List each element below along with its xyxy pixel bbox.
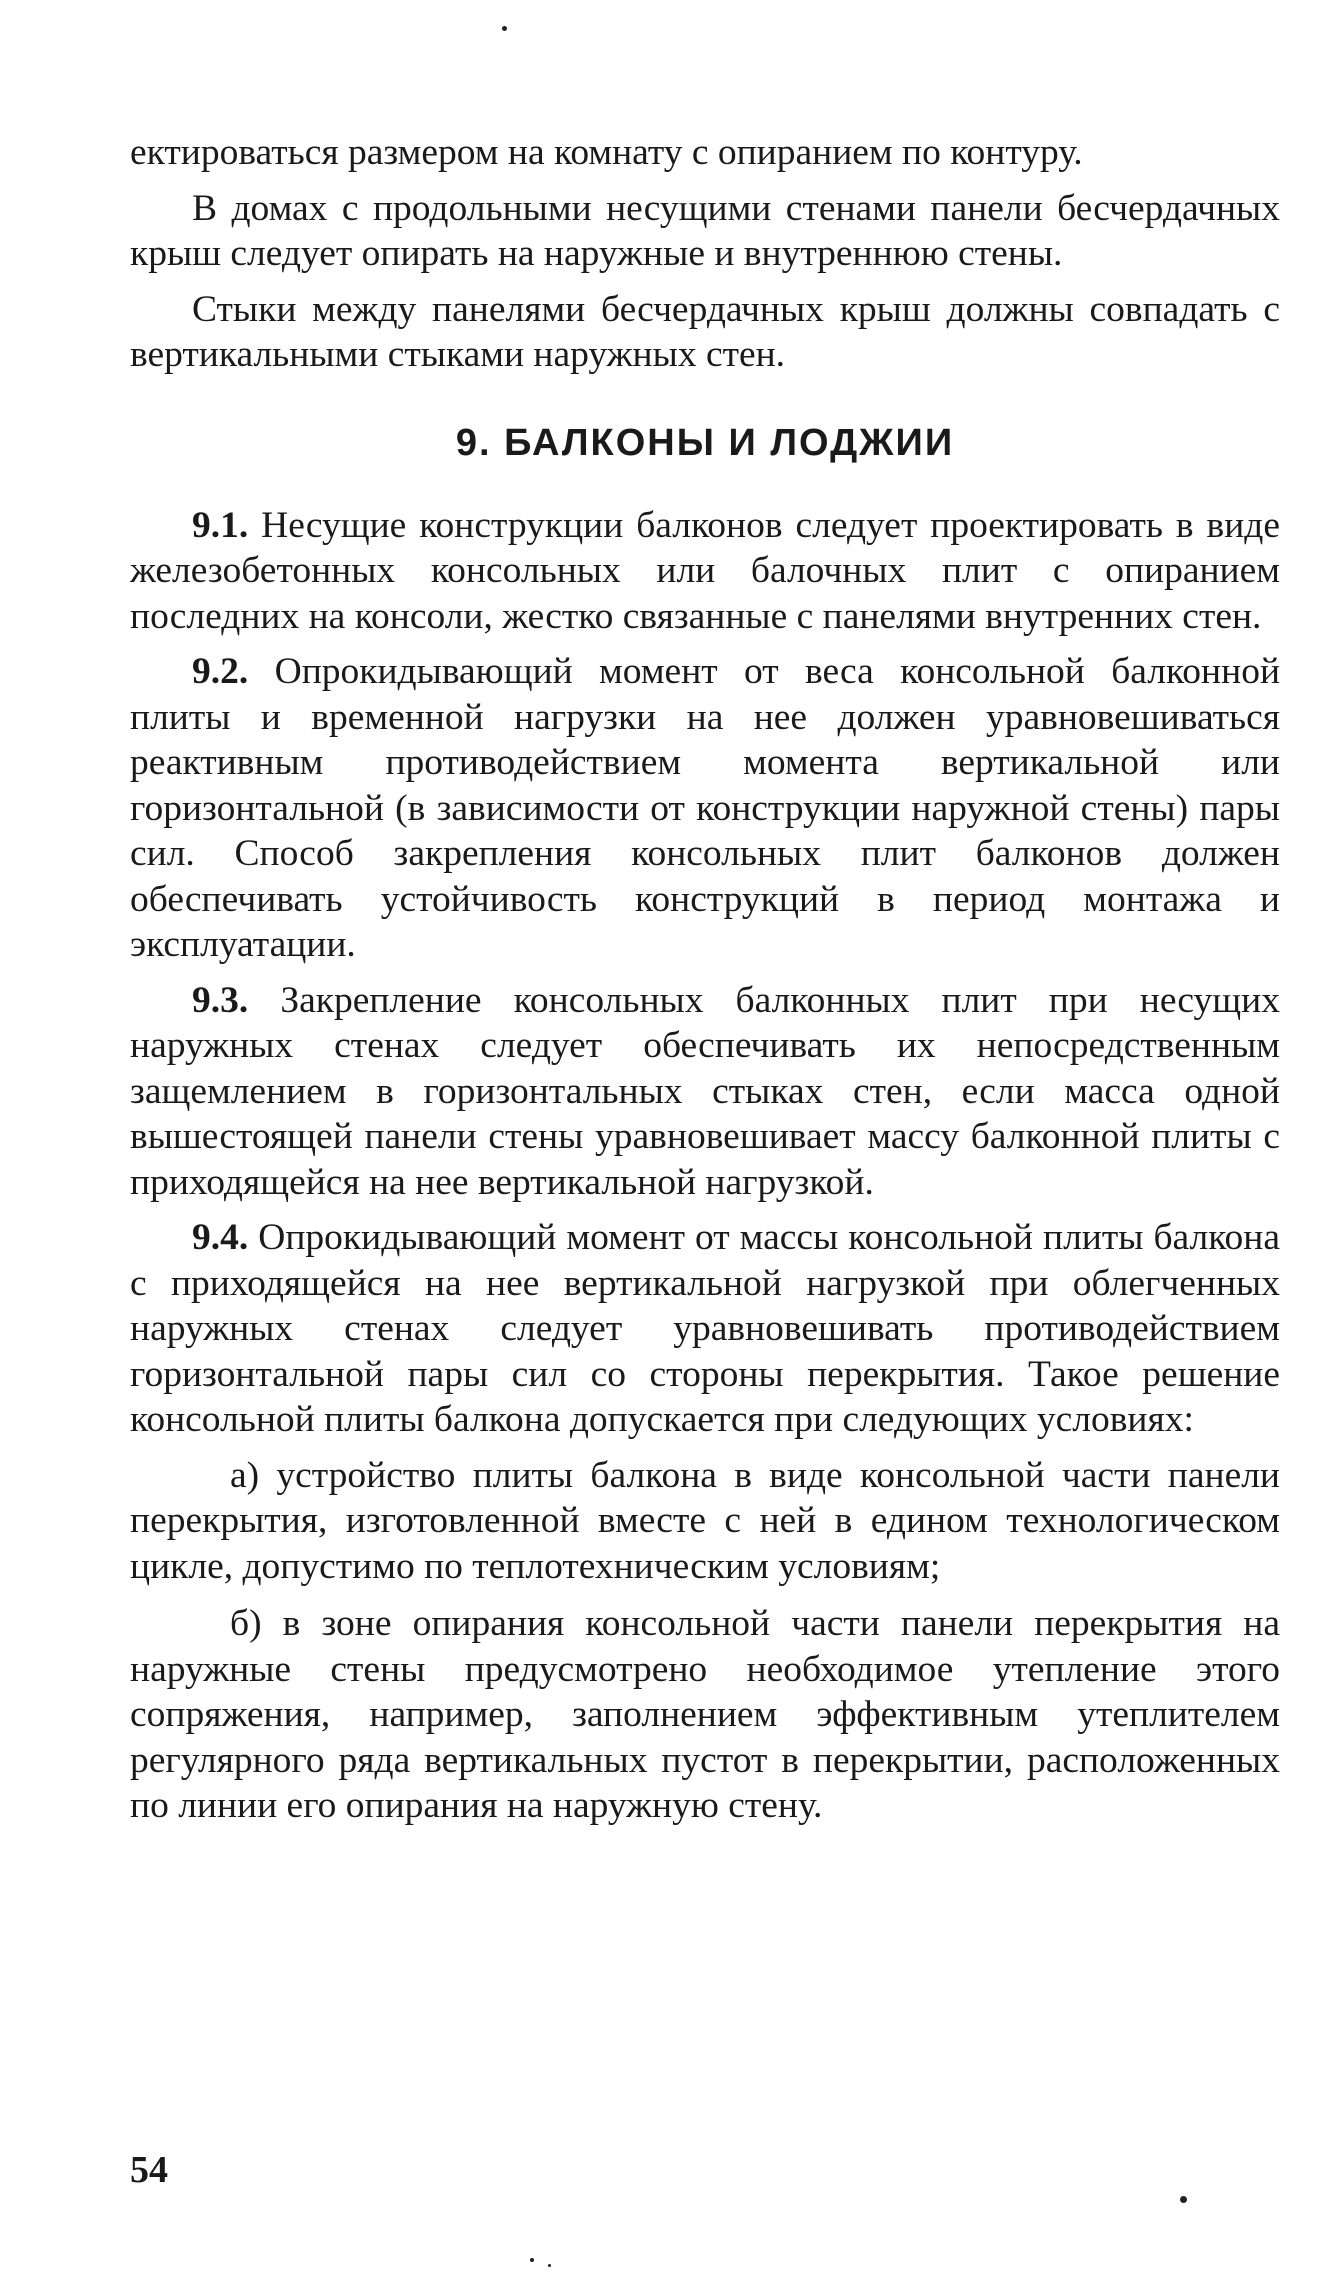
page-number: 54 xyxy=(130,2149,168,2191)
document-page xyxy=(130,130,1280,1841)
condition-a: а) устройство плиты балкона в виде консольной части панели перекрытия, изготовленной вместе с ней в едином технологическом цикле, допустимо по теплотехническим условиям; xyxy=(130,1454,1280,1587)
clause-9-3 xyxy=(130,978,1280,1206)
clause-9-1 xyxy=(130,503,1280,640)
clause-text: Опрокидывающий момент от массы консольной плиты балкона с приходящейся на нее вертикальной нагрузкой при облегченных наружных стенах следует уравновешивать противодействием горизонтальной пары сил со стороны перекрытия. Такое решение консольной плиты балкона допускается при следующих условиях: xyxy=(130,1217,1280,1440)
condition-b: б) в зоне опирания консольной части панели перекрытия на наружные стены предусмотрено необходимое утепление этого сопряжения, например, заполнением эффективным утеплителем регулярного ряда вертикальных пустот в перекрытии, расположенных по линии его опирания на наружную стену. xyxy=(130,1603,1280,1826)
section-heading: 9. БАЛКОНЫ И ЛОДЖИИ xyxy=(455,421,955,464)
paragraph-continuation: ектироваться размером на комнату с опиранием по контуру. xyxy=(130,132,1083,173)
clause-9-2 xyxy=(130,649,1280,968)
print-speck xyxy=(530,2258,534,2262)
clause-text: Опрокидывающий момент от веса консольной балконной плиты и временной нагрузки на нее должен уравновешиваться реактивным противодействием момента вертикальной или горизонтальной (в зависимости от конструкции наружной стены) пары сил. Способ закрепления консольных плит балконов должен обеспечивать устойчивость конструкций в период монтажа и эксплуатации. xyxy=(130,651,1281,965)
print-speck xyxy=(1180,2196,1187,2203)
clause-number: 9.1. xyxy=(192,504,249,546)
paragraph-joints: Стыки между панелями бесчердачных крыш должны совпадать с вертикальными стыками наружных стен. xyxy=(130,288,1280,375)
print-speck xyxy=(502,26,507,31)
paragraph-long-walls: В домах с продольными несущими стенами панели бесчердачных крыш следует опирать на наружные и внутреннюю стены. xyxy=(130,187,1280,274)
clause-text: Закрепление консольных балконных плит при несущих наружных стенах следует обеспечивать их непосредственным защемлением в горизонтальных стыках стен, если масса одной вышестоящей панели стены уравновешивает массу балконной плиты с приходящейся на нее вертикальной нагрузкой. xyxy=(130,979,1280,1203)
clause-9-4 xyxy=(130,1215,1280,1443)
print-speck xyxy=(548,2264,551,2267)
clause-number: 9.3. xyxy=(192,979,249,1021)
clause-number: 9.4. xyxy=(192,1217,249,1258)
clause-number: 9.2. xyxy=(192,651,249,692)
clause-text: Несущие конструкции балконов следует проектировать в виде железобетонных консольных или балочных плит с опиранием последних на консоли, жестко связанные с панелями внутренних стен. xyxy=(130,504,1280,637)
